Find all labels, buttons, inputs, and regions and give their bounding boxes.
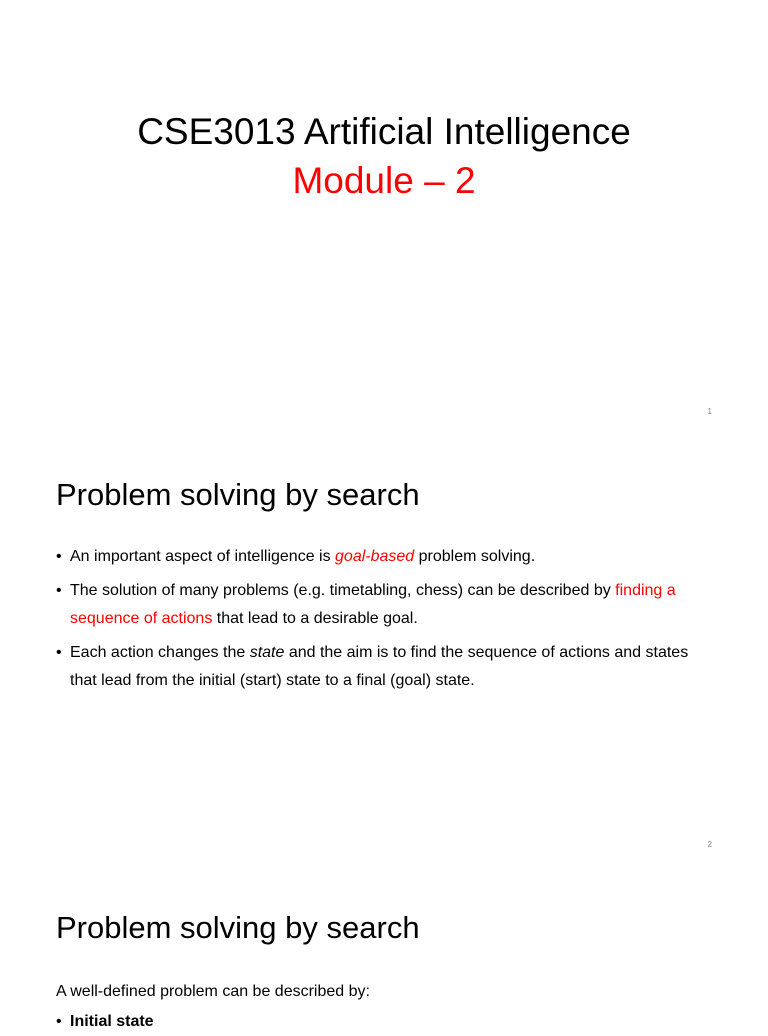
bullet-text: that lead to a desirable goal.: [212, 610, 418, 627]
title-slide: [0, 0, 768, 433]
bullet-icon: •: [56, 644, 62, 661]
bullet-text: Initial state: [70, 1013, 154, 1030]
bullet-item: [56, 577, 716, 633]
highlight-text: goal-based: [335, 548, 415, 565]
bullet-item: [56, 543, 716, 571]
bullet-text: Each action changes the: [70, 644, 250, 661]
page-number: 1: [707, 407, 712, 416]
slide-heading: Problem solving by search: [56, 477, 420, 512]
module-subtitle: Module – 2: [292, 160, 476, 201]
intro-text: A well-defined problem can be described by:: [56, 983, 370, 1000]
bullet-item: [56, 1008, 154, 1036]
highlight-text: finding a sequence of actions: [70, 582, 676, 627]
bullet-list: [56, 543, 716, 701]
bullet-text: and the aim is to find the sequence of actions and states that lead from the initial (start) state to a final (goal) state.: [70, 644, 689, 689]
slide-heading: Problem solving by search: [56, 910, 420, 945]
bullet-list: [56, 1008, 154, 1036]
emphasis-text: state: [249, 644, 285, 661]
bullet-icon: •: [56, 1013, 62, 1030]
bullet-text: The solution of many problems (e.g. timetabling, chess) can be described by: [70, 582, 616, 599]
bullet-item: [56, 639, 716, 695]
bullet-icon: •: [56, 582, 62, 599]
page-number: 2: [707, 840, 712, 849]
bullet-text: problem solving.: [414, 548, 536, 565]
bullet-icon: •: [56, 548, 62, 565]
slide-title: CSE3013 Artificial Intelligence: [137, 111, 631, 152]
well-defined-problem-slide: [0, 866, 768, 1030]
problem-solving-slide: [0, 433, 768, 866]
bullet-text: An important aspect of intelligence is: [70, 548, 336, 565]
